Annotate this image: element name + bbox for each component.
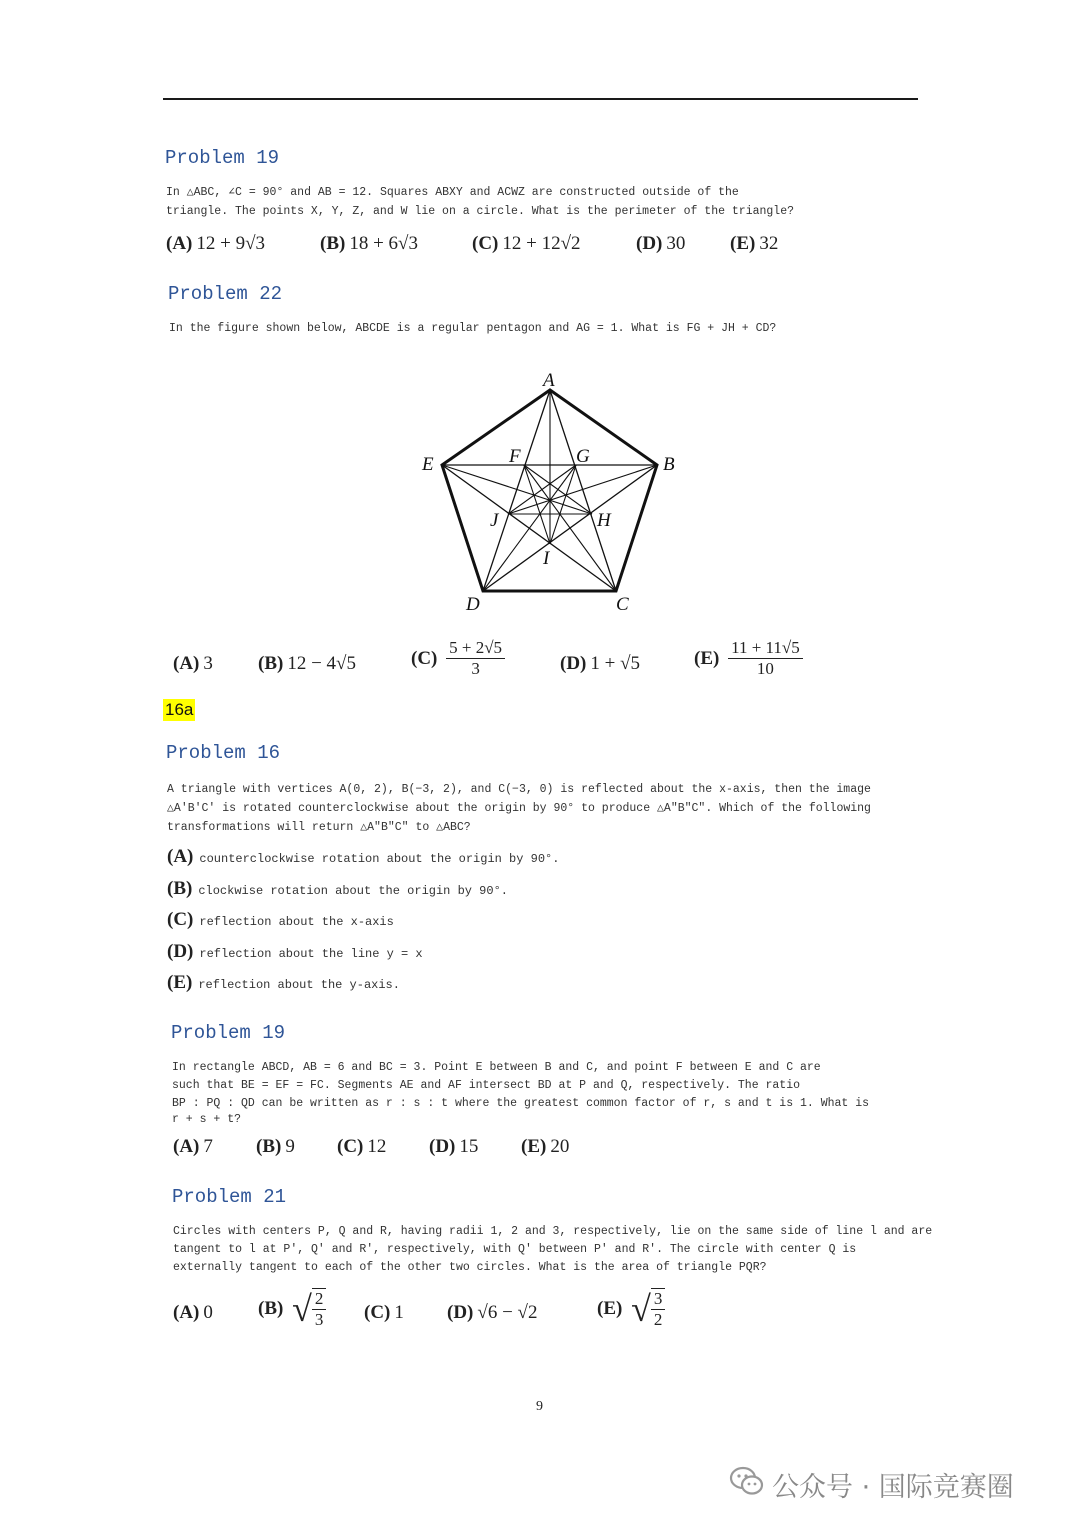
option-b-label: (B)	[167, 878, 193, 899]
option-c-text: reflection about the x-axis	[199, 915, 394, 929]
problem-16-text-line1: A triangle with vertices A(0, 2), B(−3, 2), and C(−3, 0) is reflected about the x-axis, then the image	[167, 783, 871, 796]
choice-e-label: (E)	[597, 1298, 623, 1319]
choice-b-value: 18 + 6√3	[349, 233, 418, 254]
choice-a-label: (A)	[173, 1136, 200, 1157]
wechat-icon	[728, 1462, 766, 1500]
problem-21-text-line1: Circles with centers P, Q and R, having radii 1, 2 and 3, respectively, lie on the same side of line l and are	[173, 1225, 933, 1238]
choice-b-denominator: 3	[314, 1310, 324, 1329]
choice-c-label: (C)	[411, 647, 438, 669]
problem-19-text-line2: triangle. The points X, Y, Z, and W lie on a circle. What is the perimeter of the triangle?	[166, 205, 795, 218]
problem-16-option-e	[167, 972, 400, 994]
choice-e	[694, 638, 803, 679]
problem-22-text-line1: In the figure shown below, ABCDE is a regular pentagon and AG = 1. What is FG + JH + CD?	[169, 322, 777, 335]
watermark-text: 公众号 · 国际竞赛圈	[772, 1472, 1014, 1503]
choice-a-label: (A)	[166, 233, 193, 254]
problem-21-text-line3: externally tangent to each of the other two circles. What is the area of triangle PQR?	[173, 1261, 767, 1274]
problem-19b-text-line2: such that BE = EF = FC. Segments AE and AF intersect BD at P and Q, respectively. The ratio	[172, 1079, 801, 1092]
choice-a	[173, 653, 213, 675]
problem-16-option-c	[167, 909, 394, 931]
label-j: J	[490, 510, 499, 531]
choice-d	[447, 1302, 537, 1324]
choice-d-label: (D)	[429, 1136, 456, 1157]
choice-b-fraction	[312, 1288, 327, 1330]
problem-19b-choices	[0, 1136, 1080, 1162]
problem-19-title: Problem 19	[165, 147, 280, 169]
label-g: G	[576, 446, 590, 467]
problem-21-text-line2: tangent to l at P′, Q′ and R′, respectively, with Q′ between P′ and R′. The circle with center Q is	[173, 1243, 857, 1256]
problem-19b-text-line4: r + s + t?	[172, 1113, 242, 1126]
choice-d-value: 30	[666, 233, 686, 254]
problem-19b-text-line3: BP : PQ : QD can be written as r : s : t where the greatest common factor of r, s and t is 1. What is	[172, 1097, 870, 1110]
choice-e-label: (E)	[521, 1136, 547, 1157]
choice-b	[256, 1136, 295, 1158]
choice-e-label: (E)	[730, 233, 756, 254]
label-e: E	[422, 454, 434, 475]
problem-19-text-line1: In △ABC, ∠C = 90° and AB = 12. Squares ABXY and ACWZ are constructed outside of the	[166, 186, 739, 199]
label-b: B	[663, 454, 675, 475]
choice-b	[258, 653, 356, 675]
option-e-label: (E)	[167, 972, 193, 993]
option-d-text: reflection about the line y = x	[199, 947, 423, 961]
option-a-text: counterclockwise rotation about the origin by 90°.	[199, 852, 560, 866]
choice-d-label: (D)	[447, 1302, 474, 1323]
problem-16-option-b	[167, 878, 508, 900]
choice-e-fraction	[651, 1288, 666, 1330]
problem-21-choices	[0, 1288, 1080, 1340]
option-a-label: (A)	[167, 846, 194, 867]
problem-16-option-a	[167, 846, 559, 868]
problem-22-title: Problem 22	[168, 283, 283, 305]
label-c: C	[616, 594, 629, 615]
choice-d-value: 1 + √5	[590, 653, 641, 674]
page-number: 9	[536, 1399, 543, 1414]
sqrt-sign: √	[631, 1289, 651, 1329]
choice-e-value: 20	[550, 1136, 570, 1157]
choice-d	[560, 653, 640, 675]
choice-b-label: (B)	[320, 233, 346, 254]
choice-c	[472, 233, 581, 255]
choice-e-value: 32	[759, 233, 779, 254]
choice-c-label: (C)	[472, 233, 499, 254]
choice-a	[173, 1302, 213, 1324]
problem-16-option-d	[167, 941, 423, 963]
option-b-text: clockwise rotation about the origin by 90°.	[198, 884, 508, 898]
problem-19b-text-line1: In rectangle ABCD, AB = 6 and BC = 3. Point E between B and C, and point F between E and C are	[172, 1061, 821, 1074]
choice-c-denominator: 3	[471, 659, 480, 678]
choice-d-value: 15	[459, 1136, 479, 1157]
option-c-label: (C)	[167, 909, 194, 930]
choice-b	[320, 233, 418, 255]
header-rule	[163, 98, 918, 100]
choice-b-label: (B)	[256, 1136, 282, 1157]
choice-c	[364, 1302, 404, 1324]
label-d: D	[466, 594, 480, 615]
choice-a-value: 0	[203, 1302, 213, 1323]
choice-c-value: 12 + 12√2	[502, 233, 581, 254]
choice-e-denominator: 2	[653, 1310, 663, 1329]
label-i: I	[543, 548, 550, 569]
choice-d	[429, 1136, 478, 1158]
problem-22-choices	[0, 638, 1080, 690]
choice-e-denominator: 10	[756, 659, 774, 678]
choice-e	[597, 1288, 665, 1330]
choice-a	[166, 233, 265, 255]
choice-a-label: (A)	[173, 653, 200, 674]
choice-c-value: 1	[394, 1302, 404, 1323]
choice-c-value: 12	[367, 1136, 387, 1157]
problem-21-title: Problem 21	[172, 1186, 287, 1208]
choice-e	[730, 233, 778, 255]
problem-19-choices	[0, 233, 1080, 259]
choice-a-value: 12 + 9√3	[196, 233, 266, 254]
choice-b-numerator: 2	[312, 1289, 327, 1310]
choice-d	[636, 233, 685, 255]
section-tag-16a: 16a	[165, 700, 194, 719]
choice-d-value: √6 − √2	[477, 1302, 538, 1323]
choice-c-label: (C)	[364, 1302, 391, 1323]
choice-e-fraction	[728, 638, 803, 679]
choice-d-label: (D)	[636, 233, 663, 254]
choice-b-value: 9	[285, 1136, 295, 1157]
choice-a-value: 7	[203, 1136, 213, 1157]
option-e-text: reflection about the y-axis.	[198, 978, 400, 992]
choice-c-label: (C)	[337, 1136, 364, 1157]
pentagon-figure	[400, 360, 700, 620]
problem-19b-title: Problem 19	[171, 1022, 286, 1044]
choice-a	[173, 1136, 213, 1158]
problem-16-text-line3: transformations will return △A″B″C″ to △ABC?	[167, 821, 471, 834]
sqrt-sign: √	[292, 1289, 312, 1329]
choice-c	[337, 1136, 386, 1158]
option-d-label: (D)	[167, 941, 194, 962]
choice-e-numerator: 3	[651, 1289, 666, 1310]
label-a: A	[543, 370, 555, 391]
choice-e-numerator: 11 + 11√5	[728, 638, 803, 659]
choice-c-numerator: 5 + 2√5	[446, 638, 505, 659]
label-h: H	[597, 510, 611, 531]
choice-b	[258, 1288, 326, 1330]
choice-c	[411, 638, 505, 679]
problem-16-title: Problem 16	[166, 742, 281, 764]
choice-e-label: (E)	[694, 647, 720, 669]
problem-16-text-line2: △A′B′C′ is rotated counterclockwise about the origin by 90° to produce △A″B″C″. Which of the following	[167, 802, 871, 815]
choice-c-fraction	[446, 638, 505, 679]
choice-a-label: (A)	[173, 1302, 200, 1323]
choice-a-value: 3	[203, 653, 213, 674]
choice-d-label: (D)	[560, 653, 587, 674]
choice-b-label: (B)	[258, 653, 284, 674]
choice-b-label: (B)	[258, 1298, 284, 1319]
choice-b-value: 12 − 4√5	[287, 653, 356, 674]
choice-e	[521, 1136, 569, 1158]
label-f: F	[509, 446, 521, 467]
